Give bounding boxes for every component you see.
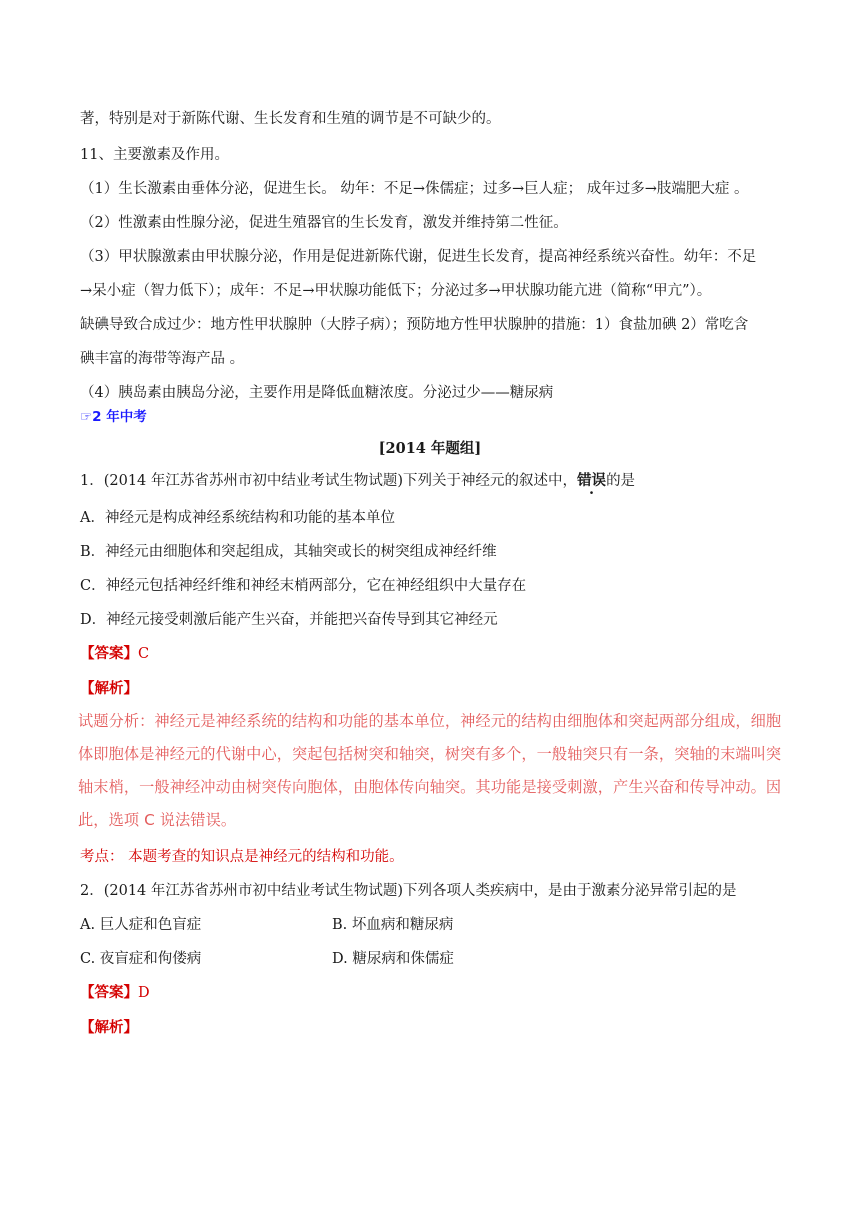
answer-label: 【答案】 (80, 984, 138, 1001)
analysis-line: 此，选项 C 说法错误。 (78, 811, 237, 829)
hormone-item-4: （4）胰岛素由胰岛分泌，主要作用是降低血糖浓度。分泌过少——糖尿病 (80, 385, 554, 401)
question-1-option-b: B．神经元由细胞体和突起组成，其轴突或长的树突组成神经纤维 (80, 544, 497, 560)
question-1-analysis-label (80, 678, 138, 700)
question-1-stem-prefix: 1．(2014 年江苏省苏州市初中结业考试生物试题)下列关于神经元的叙述中， (80, 473, 578, 489)
answer-value: D (138, 985, 150, 1001)
hormone-item-3-line2: →呆小症（智力低下）；成年：不足→甲状腺功能低下；分泌过多→甲状腺功能亢进（简称“甲亢”）。 (80, 283, 712, 299)
question-2-answer (80, 982, 150, 1004)
analysis-line: 轴末梢，一般神经冲动由树突传向胞体，由胞体传向轴突。其功能是接受刺激，产生兴奋和传导冲动。因 (78, 778, 782, 796)
question-1-answer (80, 643, 149, 665)
question-2-options-row1 (80, 914, 454, 936)
answer-value: C (138, 646, 150, 662)
answer-label: 【答案】 (80, 645, 138, 662)
question-1-analysis-text (78, 705, 788, 837)
question-2-option-c: C. 夜盲症和佝偻病 (80, 951, 202, 967)
analysis-label: 【解析】 (80, 680, 138, 697)
section-link-2-year-exam[interactable]: ☞2 年中考 (80, 409, 147, 425)
section-11-title: 11、主要激素及作用。 (80, 147, 229, 163)
analysis-line: 体即胞体是神经元的代谢中心，突起包括树突和轴突，树突有多个，一般轴突只有一条，突轴的末端叫突 (78, 745, 782, 763)
question-2-option-b: B. 坏血病和糖尿病 (332, 917, 454, 933)
hormone-item-3-line4: 碘丰富的海带等海产品 。 (80, 351, 245, 367)
analysis-label: 【解析】 (80, 1019, 138, 1036)
question-1-kaodian: 考点： 本题考查的知识点是神经元的结构和功能。 (80, 849, 404, 865)
question-2-options-row2 (80, 948, 454, 970)
question-2-option-a: A. 巨人症和色盲症 (80, 917, 202, 933)
question-1-option-c: C．神经元包括神经纤维和神经末梢两部分，它在神经组织中大量存在 (80, 578, 527, 594)
question-2-analysis-label (80, 1017, 138, 1039)
hormone-item-3-line3: 缺碘导致合成过少：地方性甲状腺肿（大脖子病）；预防地方性甲状腺肿的措施：1）食盐加碘 2）常吃含 (80, 317, 749, 333)
question-1-stem (80, 470, 635, 492)
question-2-stem: 2．(2014 年江苏省苏州市初中结业考试生物试题)下列各项人类疾病中，是由于激素分泌异常引起的是 (80, 883, 737, 899)
question-1-stem-suffix: 的是 (606, 473, 636, 489)
question-1-option-a: A．神经元是构成神经系统结构和功能的基本单位 (80, 510, 395, 526)
analysis-line: 试题分析：神经元是神经系统的结构和功能的基本单位，神经元的结构由细胞体和突起两部分组成，细胞 (78, 712, 782, 730)
group-title: [2014 年题组] (378, 440, 482, 457)
hormone-item-1: （1）生长激素由垂体分泌，促进生长。 幼年：不足→侏儒症；过多→巨人症； 成年过多→肢端肥大症 。 (80, 181, 749, 197)
hormone-item-3-line1: （3）甲状腺激素由甲状腺分泌，作用是促进新陈代谢，促进生长发育，提高神经系统兴奋性。幼年：不足 (80, 249, 757, 265)
question-1-option-d: D．神经元接受刺激后能产生兴奋，并能把兴奋传导到其它神经元 (80, 612, 498, 628)
hormone-item-2: （2）性激素由性腺分泌，促进生殖器官的生长发育，激发并维持第二性征。 (80, 215, 568, 231)
paragraph-tail: 著，特别是对于新陈代谢、生长发育和生殖的调节是不可缺少的。 (80, 111, 501, 127)
question-1-emphasis: 错误 (577, 472, 607, 489)
question-2-option-d: D. 糖尿病和侏儒症 (332, 951, 454, 967)
